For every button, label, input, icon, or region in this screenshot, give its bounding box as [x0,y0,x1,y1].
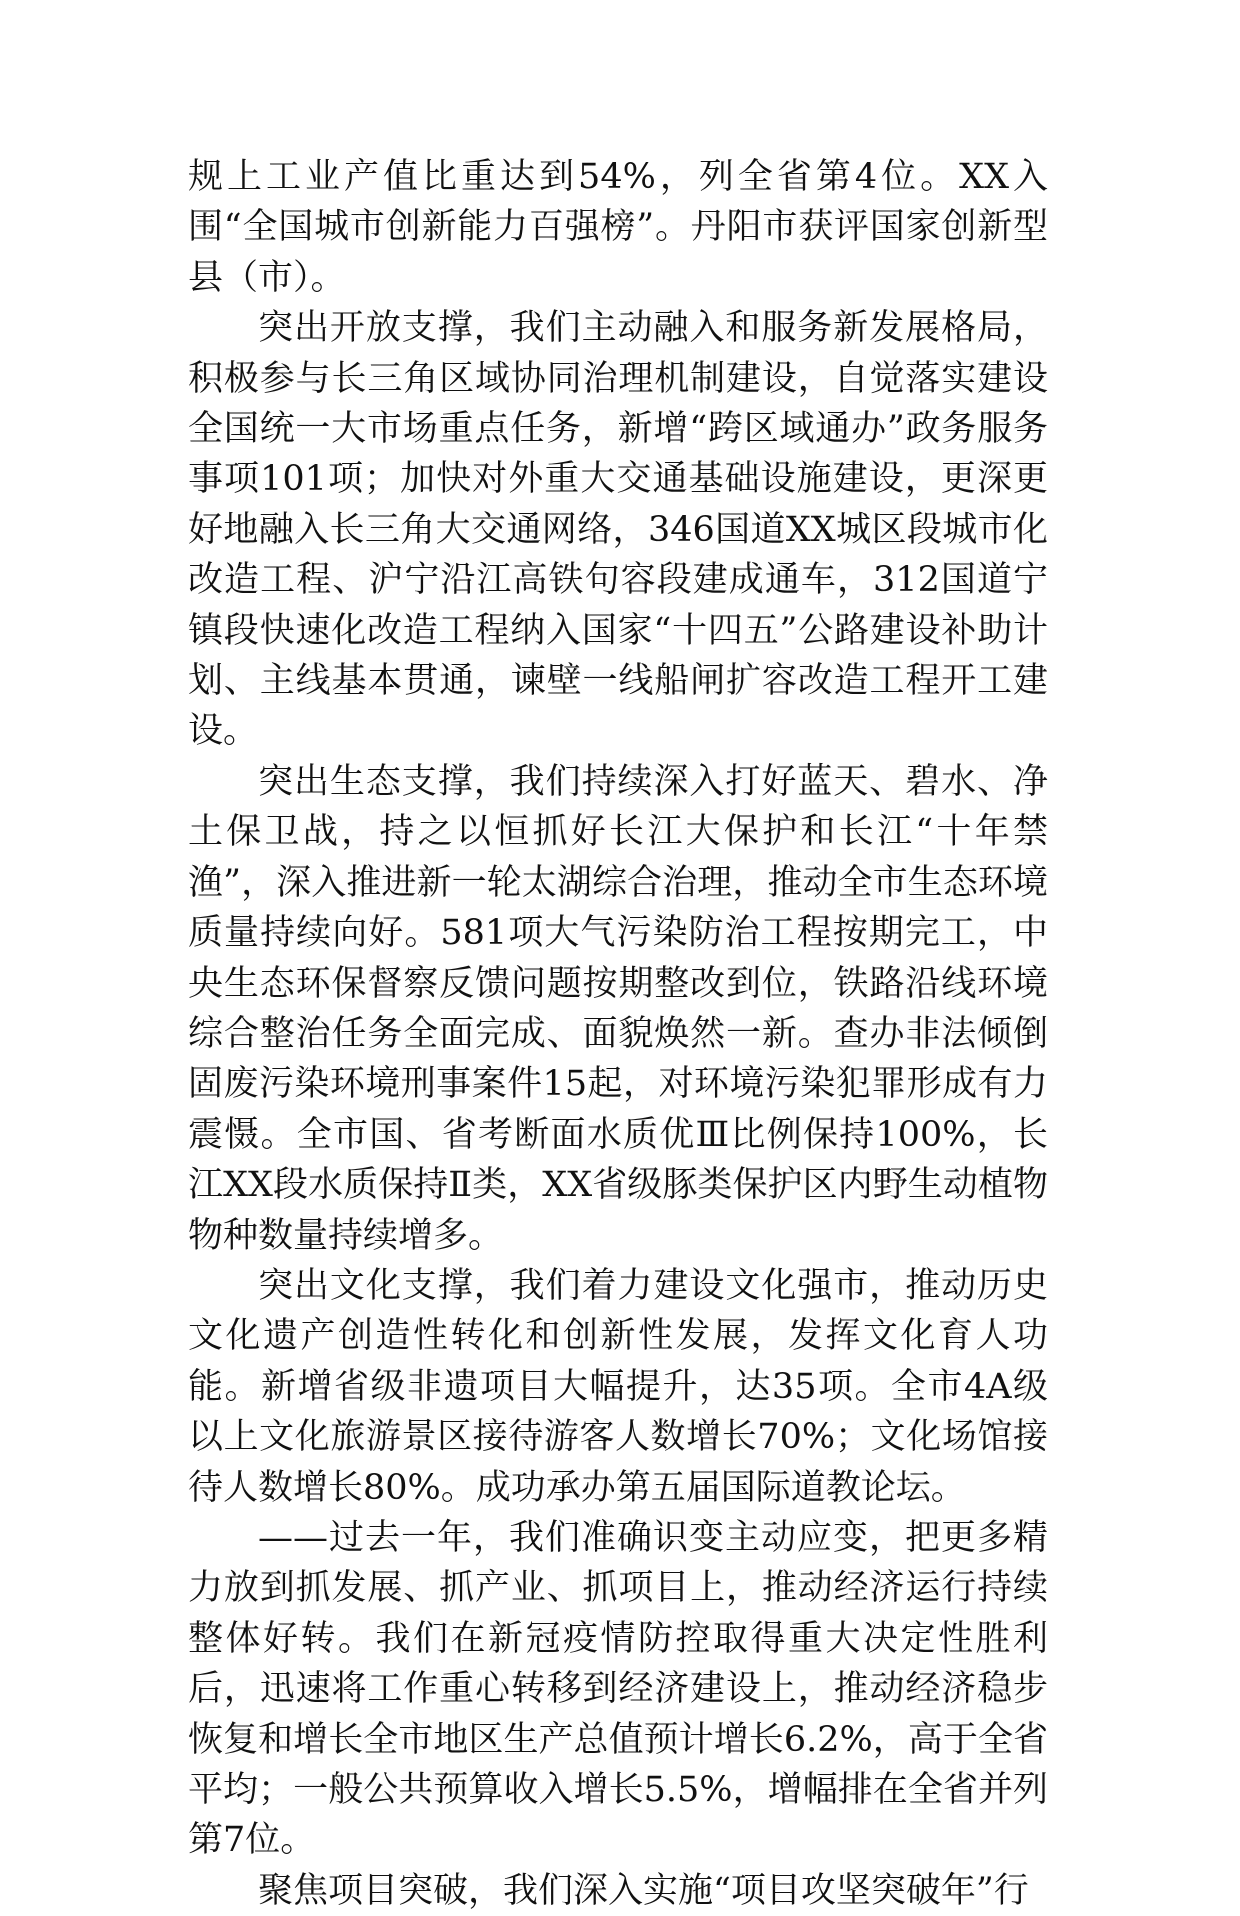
paragraph-culture-support: 突出文化支撑，我们着力建设文化强市，推动历史文化遗产创造性转化和创新性发展，发挥文化育人功能。新增省级非遗项目大幅提升，达35项。全市4A级以上文化旅游景区接待游客人数增长70%；文化场馆接待人数增长80%。成功承办第五届国际道教论坛。 [188,1265,1048,1508]
body-text [188,152,1048,1916]
paragraph-opening-support: 突出开放支撑，我们主动融入和服务新发展格局，积极参与长三角区域协同治理机制建设，自觉落实建设全国统一大市场重点任务，新增“跨区域通办”政务服务事项101项；加快对外重大交通基础设施建设，更深更好地融入长三角大交通网络，346国道XX城区段城市化改造工程、沪宁沿江高铁句容段建成通车，312国道宁镇段快速化改造工程纳入国家“十四五”公路建设补助计划、主线基本贯通，谏壁一线船闸扩容改造工程开工建设。 [188,308,1048,752]
paragraph-project-breakthrough: 聚焦项目突破，我们深入实施“项目攻坚突破年”行 [258,1870,1029,1911]
paragraph-past-year: ——过去一年，我们准确识变主动应变，把更多精力放到抓发展、抓产业、抓项目上，推动经济运行持续整体好转。我们在新冠疫情防控取得重大决定性胜利后，迅速将工作重心转移到经济建设上，推动经济稳步恢复和增长全市地区生产总值预计增长6.2%，高于全省平均；一般公共预算收入增长5.5%，增幅排在全省并列第7位。 [188,1517,1048,1861]
paragraph-ecology-support: 突出生态支撑，我们持续深入打好蓝天、碧水、净土保卫战，持之以恒抓好长江大保护和长江“十年禁渔”，深入推进新一轮太湖综合治理，推动全市生态环境质量持续向好。581项大气污染防治工程按期完工，中央生态环保督察反馈问题按期整改到位，铁路沿线环境综合整治任务全面完成、面貌焕然一新。查办非法倾倒固废污染环境刑事案件15起，对环境污染犯罪形成有力震慑。全市国、省考断面水质优Ⅲ比例保持100%，长江XX段水质保持Ⅱ类，XX省级豚类保护区内野生动植物物种数量持续增多。 [188,761,1048,1256]
paragraph-continuation: 规上工业产值比重达到54%，列全省第4位。XX入围“全国城市创新能力百强榜”。丹阳市获评国家创新型县（市）。 [188,157,1048,298]
